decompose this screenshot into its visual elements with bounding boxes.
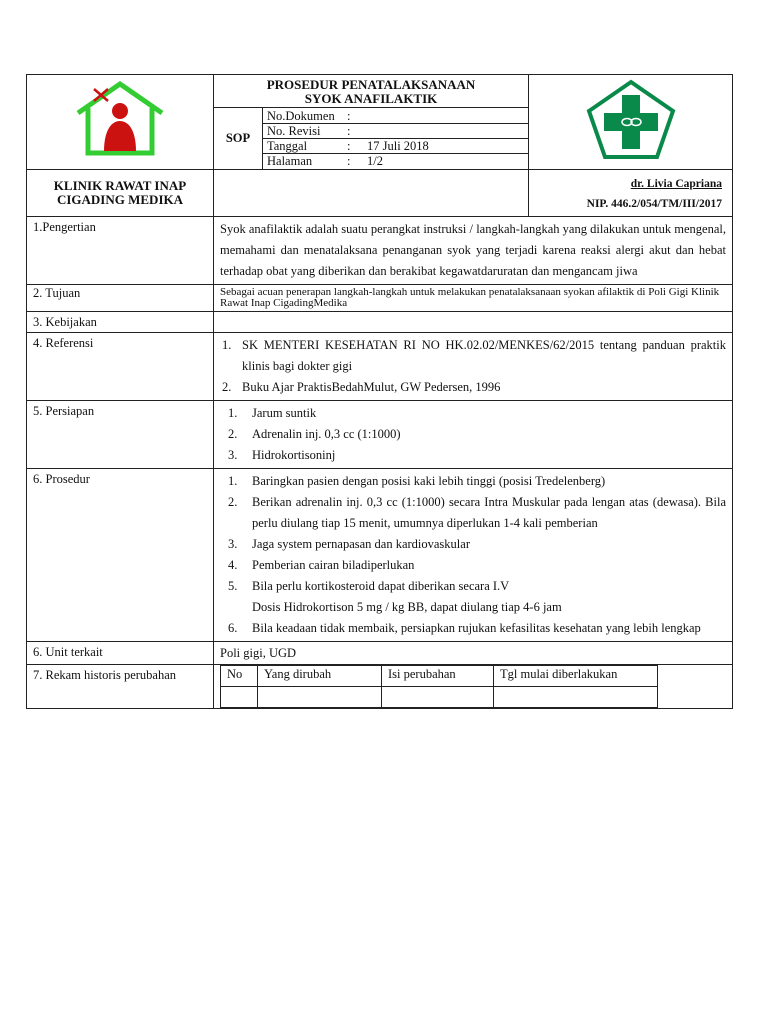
green-cross-pentagon-icon [585, 79, 677, 161]
list-number: 1. [228, 474, 238, 488]
sop-table [26, 74, 733, 709]
section-text-kebijakan [214, 312, 733, 333]
meta-sep: : [347, 154, 351, 168]
history-col-isi-perubahan: Isi perubahan [382, 666, 494, 687]
list-text: Bila perlu kortikosteroid dapat diberikan secara I.V [252, 579, 510, 593]
history-cell [494, 687, 658, 708]
doctor-name: dr. Livia Capriana [630, 178, 722, 190]
signatory [529, 170, 733, 217]
section-label-tujuan: 2. Tujuan [27, 285, 214, 312]
section-text-unit: Poli gigi, UGD [214, 642, 733, 665]
list-text: Hidrokortisoninj [252, 448, 336, 462]
list-item [220, 492, 726, 534]
list-number: 2. [228, 427, 238, 441]
list-item [220, 377, 726, 398]
list-item [220, 471, 726, 492]
section-list-prosedur [214, 469, 733, 642]
list-item [220, 555, 726, 576]
list-item [220, 576, 726, 618]
meta-label-tanggal: Tanggal [263, 139, 347, 154]
list-text-extra: Dosis Hidrokortison 5 mg / kg BB, dapat diulang tiap 4-6 jam [252, 600, 562, 614]
list-text: Pemberian cairan biladiperlukan [252, 558, 415, 572]
sop-document [26, 74, 732, 709]
section-text-pengertian: Syok anafilaktik adalah suatu perangkat instruksi / langkah-langkah yang dilakukan untuk mengenal, memahami dan menatalaksana penanganan syok yang terjadi karena reaksi alergi akut dan hebat terhadap obat yang diberikan dan berakibat kegawatdaruratan dan mengancam jiwa [214, 217, 733, 285]
history-table-cell [214, 665, 733, 709]
section-text-tujuan: Sebagai acuan penerapan langkah-langkah untuk melakukan penatalaksanaan syokan afilaktik di Poli Gigi Klinik Rawat Inap CigadingMedika [214, 285, 733, 312]
history-cell [221, 687, 258, 708]
section-label-persiapan: 5. Persiapan [27, 401, 214, 469]
list-item [220, 534, 726, 555]
section-label-unit: 6. Unit terkait [27, 642, 214, 665]
history-col-tgl: Tgl mulai diberlakukan [494, 666, 658, 687]
document-meta [263, 108, 529, 170]
meta-sep: : [347, 139, 367, 154]
doctor-nip: NIP. 446.2/054/TM/III/2017 [586, 198, 722, 210]
clinic-name-line-1: KLINIK RAWAT INAP [53, 178, 187, 193]
section-label-rekam: 7. Rekam historis perubahan [27, 665, 214, 709]
list-text: Jarum suntik [252, 406, 317, 420]
list-text: Berikan adrenalin inj. 0,3 cc (1:1000) secara Intra Muskular pada lengan atas (dewasa). Bila perlu diulang tiap 15 menit, umumnya diperlukan 1-4 kali pemberian [252, 495, 726, 530]
list-item [220, 424, 726, 445]
clinic-name [27, 170, 214, 217]
list-number: 1. [228, 406, 238, 420]
history-col-yang-dirubah: Yang dirubah [258, 666, 382, 687]
meta-value-tanggal: 17 Juli 2018 [367, 139, 528, 154]
title-line-2: SYOK ANAFILAKTIK [304, 91, 438, 106]
puskesmas-logo-cell [529, 75, 733, 170]
meta-value-no-revisi [367, 124, 528, 139]
list-text: SK MENTERI KESEHATAN RI NO HK.02.02/MENKES/62/2015 tentang panduan praktik klinis bagi dokter gigi [242, 338, 726, 373]
header-empty-cell [214, 170, 529, 217]
list-number: 3. [228, 537, 238, 551]
list-item [220, 445, 726, 466]
meta-label-halaman: Halaman [267, 154, 313, 168]
list-number: 1. [222, 338, 232, 352]
list-number: 2. [222, 380, 232, 394]
list-text: Buku Ajar PraktisBedahMulut, GW Pedersen, 1996 [242, 380, 501, 394]
history-cell [382, 687, 494, 708]
section-label-pengertian: 1.Pengertian [27, 217, 214, 285]
list-text: Adrenalin inj. 0,3 cc (1:1000) [252, 427, 401, 441]
list-text: Bila keadaan tidak membaik, persiapkan rujukan kefasilitas kesehatan yang lebih lengkap [252, 621, 701, 635]
sop-label: SOP [214, 108, 263, 170]
section-list-referensi [214, 333, 733, 401]
list-number: 4. [228, 558, 238, 572]
meta-value-no-dokumen [367, 109, 528, 124]
meta-sep: : [347, 109, 367, 124]
title-line-1: PROSEDUR PENATALAKSANAAN [266, 77, 476, 92]
meta-value-halaman: 1/2 [367, 154, 383, 168]
section-label-kebijakan: 3. Kebijakan [27, 312, 214, 333]
list-item [220, 618, 726, 639]
meta-label-no-dokumen: No.Dokumen [263, 109, 347, 124]
clinic-name-line-2: CIGADING MEDIKA [56, 192, 184, 207]
list-number: 6. [228, 621, 238, 635]
document-title [214, 75, 529, 108]
section-label-referensi: 4. Referensi [27, 333, 214, 401]
list-item [220, 403, 726, 424]
clinic-logo-cell [27, 75, 214, 170]
table-row [221, 666, 658, 687]
meta-label-no-revisi: No. Revisi [263, 124, 347, 139]
section-label-prosedur: 6. Prosedur [27, 469, 214, 642]
list-text: Baringkan pasien dengan posisi kaki lebih tinggi (posisi Tredelenberg) [252, 474, 606, 488]
list-text: Jaga system pernapasan dan kardiovaskular [252, 537, 470, 551]
list-number: 5. [228, 579, 238, 593]
history-col-no: No [221, 666, 258, 687]
list-item [220, 335, 726, 377]
table-row [221, 687, 658, 708]
list-number: 3. [228, 448, 238, 462]
history-cell [258, 687, 382, 708]
section-list-persiapan [214, 401, 733, 469]
list-number: 2. [228, 495, 238, 509]
history-table [220, 665, 658, 708]
home-red-person-icon [70, 81, 170, 159]
meta-sep: : [347, 124, 367, 139]
